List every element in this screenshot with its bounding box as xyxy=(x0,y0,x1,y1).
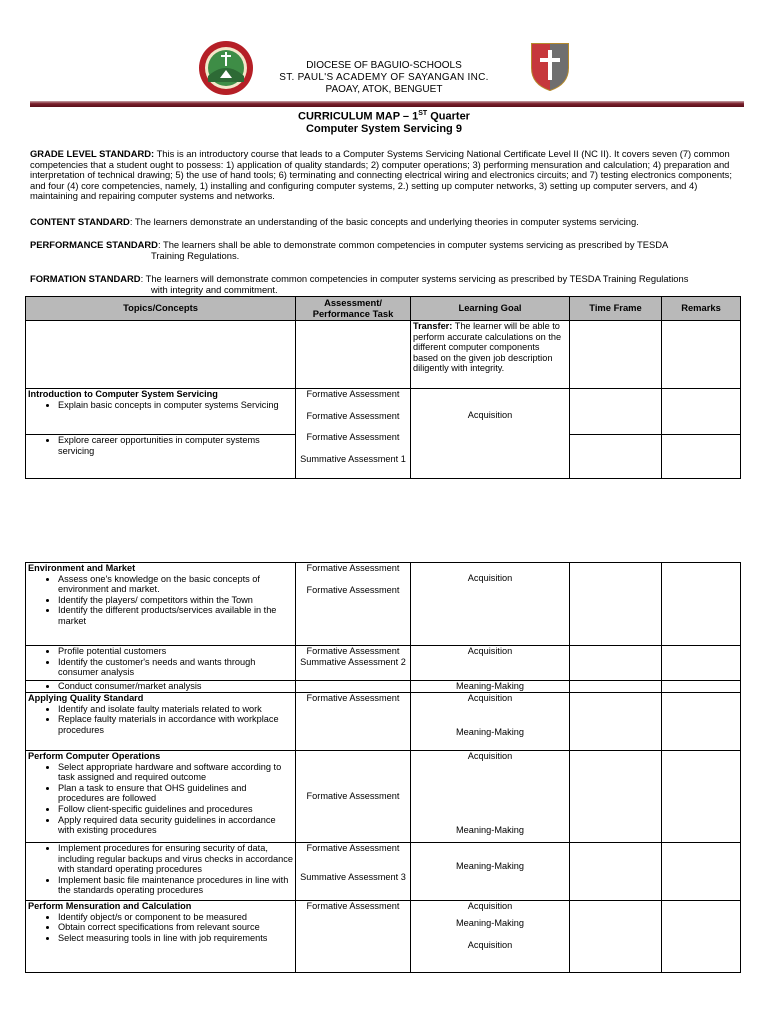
assessment-item: Formative Assessment xyxy=(306,901,400,911)
table-cell xyxy=(662,563,741,646)
topic-title: Perform Computer Operations xyxy=(28,751,161,761)
academy-address: PAOAY, ATOK, BENGUET xyxy=(325,84,443,95)
assessment-item: Formative Assessment xyxy=(306,563,400,573)
table-cell xyxy=(570,751,662,843)
table-cell xyxy=(662,321,741,389)
topic-item: • Profile potential customers xyxy=(58,646,293,657)
grade-level-text: This is an introductory course that leads to a Computer Systems Servicing National Certificate Level II (NC II). It covers seven (7) common competencies that a student ought to possess: 1) application of quality standards; 2) computer operations; 3) performing mensuration and calculation; 4) preparation and interpretation of technical drawing; 5) the use of hand tools; 6) terminating and connecting electrical wiring and electronics circuits; and 7) testing electronics components; and four (4) core competencies, namely, 1) installing and configuring computer systems, 2.) setting up computer networks, 3) setting up computer servers, and 4) maintaining and repairing computer systems and networks. xyxy=(30,148,732,202)
summative-assessment: Summative Assessment 3 xyxy=(300,871,406,882)
transfer-goal-cell xyxy=(411,321,570,389)
learning-goal-cell xyxy=(411,389,570,479)
assessment-item: Formative Assessment xyxy=(306,389,400,399)
topic-item: • Obtain correct specifications from relevant source xyxy=(58,922,293,933)
assessment-item: Formative Assessment xyxy=(306,791,400,802)
subject-title: Computer System Servicing 9 xyxy=(306,123,462,135)
topic-item: • Select appropriate hardware and software according to task assigned and required outcome xyxy=(58,762,293,783)
curriculum-table-1 xyxy=(25,296,741,479)
learning-goal-cell xyxy=(411,751,570,843)
goal-item: Meaning-Making xyxy=(456,726,524,737)
topic-cell xyxy=(26,563,296,646)
performance-standard-text-cont: Training Regulations. xyxy=(151,249,240,261)
table-cell xyxy=(570,843,662,901)
topic-item: • Plan a task to ensure that OHS guidelines and procedures are followed xyxy=(58,783,293,804)
title-quarter: Quarter xyxy=(427,110,470,123)
table-cell xyxy=(570,435,662,479)
topic-cell xyxy=(26,901,296,973)
learning-goal-cell xyxy=(411,563,570,646)
goal-item: Acquisition xyxy=(467,901,513,911)
topic-cell xyxy=(26,751,296,843)
topic-item: • Identify the players/ competitors within the Town xyxy=(58,595,293,606)
learning-goal-cell xyxy=(411,843,570,901)
topic-title: Environment and Market xyxy=(28,563,136,573)
goal-item: Meaning-Making xyxy=(456,824,524,835)
formation-standard-label: FORMATION STANDARD xyxy=(30,273,141,284)
formation-standard-text-cont: with integrity and commitment. xyxy=(151,283,278,295)
goal-item: Acquisition xyxy=(467,646,513,656)
curriculum-map-title xyxy=(0,110,768,123)
goal-item: Meaning-Making xyxy=(456,861,524,871)
topic-item: • Follow client-specific guidelines and procedures xyxy=(58,804,293,815)
assessment-cell xyxy=(296,901,411,973)
assessment-cell xyxy=(296,646,411,681)
assessment-item: Formative Assessment xyxy=(306,646,400,656)
table-cell xyxy=(296,321,411,389)
grade-level-standard xyxy=(30,149,742,202)
topic-cell xyxy=(26,681,296,693)
header-divider xyxy=(30,101,744,107)
assessment-item: Formative Assessment xyxy=(306,410,400,421)
topic-item: • Explore career opportunities in computer systems servicing xyxy=(58,435,293,456)
assessment-cell xyxy=(296,563,411,646)
transfer-text: The learner will be able to perform accurate calculations on the different computer components based on the given job description diligently with integrity. xyxy=(413,321,562,374)
topic-cell xyxy=(26,435,296,479)
header-remarks: Remarks xyxy=(662,297,741,321)
content-standard xyxy=(30,217,742,228)
goal-item: Meaning-Making xyxy=(456,681,524,691)
goal-item: Acquisition xyxy=(467,751,513,761)
topic-cell xyxy=(26,843,296,901)
table-cell xyxy=(662,751,741,843)
topic-cell xyxy=(26,693,296,751)
table-cell xyxy=(570,901,662,973)
assessment-item: Formative Assessment xyxy=(306,693,400,703)
table-cell xyxy=(662,693,741,751)
transfer-label: Transfer: xyxy=(413,321,453,331)
header-topics: Topics/Concepts xyxy=(26,297,296,321)
topic-item: • Select measuring tools in line with job requirements xyxy=(58,933,293,944)
goal-item: Acquisition xyxy=(467,693,513,703)
summative-assessment: Summative Assessment 2 xyxy=(300,656,406,667)
title-text: CURRICULUM MAP – 1 xyxy=(298,110,419,123)
table-cell xyxy=(570,693,662,751)
table-cell xyxy=(26,321,296,389)
formation-standard-text: : The learners will demonstrate common competencies in computer systems servicing as prescribed by TESDA Training Regulations xyxy=(140,273,689,284)
assessment-cell xyxy=(296,843,411,901)
table-cell xyxy=(570,563,662,646)
performance-standard-text: : The learners shall be able to demonstrate common competencies in computer systems servicing as prescribed by TESDA xyxy=(157,239,669,250)
table-cell xyxy=(662,646,741,681)
topic-item: • Implement basic file maintenance procedures in line with the standards operating procedures xyxy=(58,875,293,896)
letterhead xyxy=(0,0,768,100)
goal-item: Acquisition xyxy=(467,410,513,420)
header-learning-goal: Learning Goal xyxy=(411,297,570,321)
table-cell xyxy=(662,389,741,435)
formation-standard xyxy=(30,274,742,295)
header-time-frame: Time Frame xyxy=(570,297,662,321)
content-standard-text: : The learners demonstrate an understanding of the basic concepts and underlying theories in computer systems servicing. xyxy=(129,216,639,227)
topic-item: • Identify the different products/services available in the market xyxy=(58,605,293,626)
assessment-item: Formative Assessment xyxy=(306,432,400,443)
learning-goal-cell xyxy=(411,681,570,693)
topic-item: • Assess one's knowledge on the basic concepts of environment and market. xyxy=(58,574,293,595)
assessment-item: Formative Assessment xyxy=(306,584,400,595)
summative-assessment: Summative Assessment 1 xyxy=(300,453,406,464)
goal-item: Meaning-Making xyxy=(456,917,524,928)
topic-item: • Conduct consumer/market analysis xyxy=(58,681,293,692)
table-cell xyxy=(662,843,741,901)
learning-goal-cell xyxy=(411,901,570,973)
table-cell xyxy=(662,681,741,693)
table-cell xyxy=(662,435,741,479)
table-cell xyxy=(296,681,411,693)
table-cell xyxy=(662,901,741,973)
assessment-cell xyxy=(296,751,411,843)
table-cell xyxy=(570,646,662,681)
header-assessment: Assessment/ Performance Task xyxy=(296,297,411,321)
title-superscript: ST xyxy=(418,110,428,117)
assessment-cell xyxy=(296,389,411,479)
topic-cell xyxy=(26,646,296,681)
content-standard-label: CONTENT STANDARD xyxy=(30,216,130,227)
topic-item: • Implement procedures for ensuring security of data, including regular backups and virus checks in accordance with standard operating procedures xyxy=(58,843,293,875)
goal-item: Acquisition xyxy=(467,940,513,951)
topic-cell xyxy=(26,389,296,435)
topic-item: • Identify and isolate faulty materials related to work xyxy=(58,704,293,715)
learning-goal-cell xyxy=(411,646,570,681)
diocese-name: DIOCESE OF BAGUIO-SCHOOLS xyxy=(306,60,462,71)
topic-title: Perform Mensuration and Calculation xyxy=(28,901,192,911)
topic-title: Applying Quality Standard xyxy=(28,693,144,703)
topic-item: • Apply required data security guidelines in accordance with existing procedures xyxy=(58,815,293,836)
topic-item: • Explain basic concepts in computer systems Servicing xyxy=(58,400,293,411)
topic-title: Introduction to Computer System Servicing xyxy=(28,389,218,399)
learning-goal-cell xyxy=(411,693,570,751)
performance-standard xyxy=(30,240,742,261)
assessment-item: Formative Assessment xyxy=(306,843,400,853)
performance-standard-label: PERFORMANCE STANDARD xyxy=(30,239,158,250)
table-cell xyxy=(570,389,662,435)
topic-item: • Identify object/s or component to be measured xyxy=(58,912,293,923)
academy-name: ST. PAUL'S ACADEMY OF SAYANGAN INC. xyxy=(279,72,489,83)
grade-level-label: GRADE LEVEL STANDARD: xyxy=(30,148,155,159)
goal-item: Acquisition xyxy=(467,573,513,583)
curriculum-table-2 xyxy=(25,562,741,973)
assessment-cell xyxy=(296,693,411,751)
table-cell xyxy=(570,321,662,389)
topic-item: • Replace faulty materials in accordance with workplace procedures xyxy=(58,714,293,735)
table-cell xyxy=(570,681,662,693)
topic-item: • Identify the customer's needs and wants through consumer analysis xyxy=(58,657,293,678)
